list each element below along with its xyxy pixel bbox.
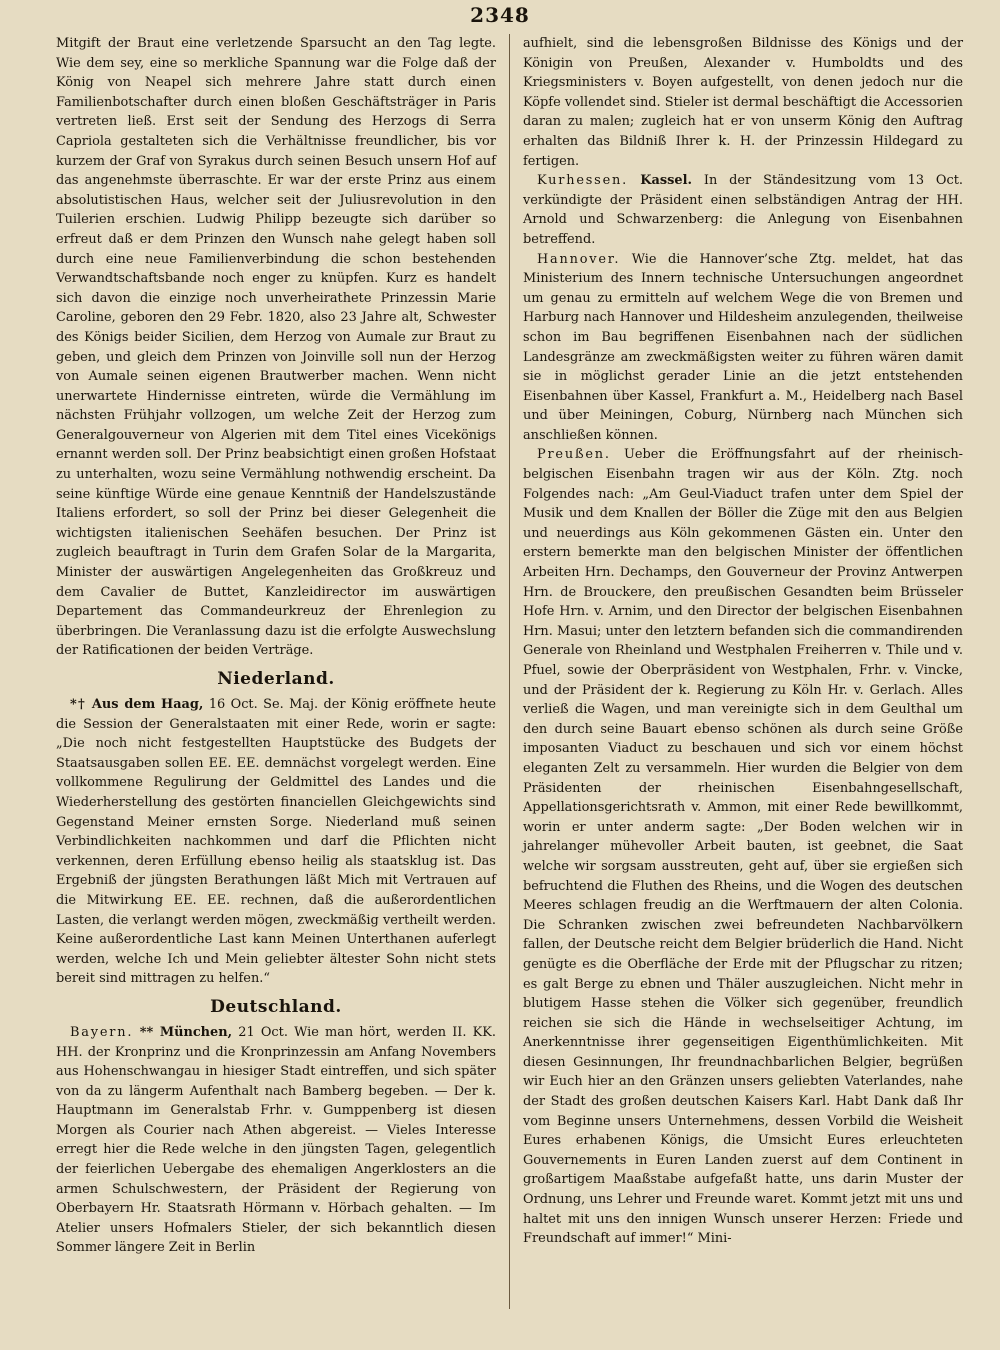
paragraph-text: 21 Oct. Wie man hört, werden II. KK. HH. der Kronprinz und die Kronprinzessin am Anfang Novembers aus Hohenschwangau in hiesiger Stadt eintreffen, und sich später von da zu längerm Aufenthalt nach Bamberg begeben. — Der k. Hauptmann im Generalstab Frhr. v. Gumppenberg ist diesen Morgen als Courier nach Athen abgereist. — Vieles Interesse erregt hier die Rede welche in den jüngsten Tagen, gelegentlich der feierlichen Uebergabe des ehemaligen Angerklosters an die armen Schulschwestern, der Präsident der Regierung von Oberbayern Hr. Staatsrath Hörmann v. Hörbach gehalten. — Im Atelier unsers Hofmalers Stieler, der sich bekanntlich diesen Sommer längere Zeit in Berlin — [56, 1024, 496, 1256]
region-label: Preußen. — [537, 447, 611, 463]
paragraph-text: aufhielt, sind die lebensgroßen Bildnisse des Königs und der Königin von Preußen, Alexander v. Humboldts und des Kriegsministers v. Boyen aufgestellt, von denen jedoch nur die Köpfe vollendet sind. Stieler ist dermal beschäftigt die Accessorien daran zu malen; zugleich hat er von unserm König den Auftrag erhalten das Bildniß Ihrer k. H. der Prinzessin Hildegard zu fertigen. — [523, 36, 963, 169]
article-paragraph — [56, 34, 496, 661]
article-paragraph — [523, 171, 963, 249]
article-paragraph — [56, 1023, 496, 1258]
paragraph-text: Mitgift der Braut eine verletzende Sparsucht an den Tag legte. Wie dem sey, eine so merkliche Spannung war die Folge daß der König von Neapel sich mehrere Jahre statt durch einen Familienbotschafter durch einen bloßen Geschäftsträger in Paris vertreten ließ. Erst seit der Sendung des Herzogs di Serra Capriola gestalteten sich die Verhältnisse freundlicher, bis vor kurzem der Graf von Syrakus durch seinen Besuch unsern Hof auf das angenehmste überraschte. Er war der erste Prinz aus einem absolutistischen Haus, welcher seit der Juliusrevolution in den Tuilerien erschien. Ludwig Philipp bezeugte sich darüber so erfreut daß er dem Prinzen den Wunsch nahe gelegt haben soll durch eine neue Familienverbindung die schon bestehenden Verwandtschaftsbande noch enger zu knüpfen. Kurz es handelt sich davon die einzige noch unverheirathete Prinzessin Marie Caroline, geboren den 29 Febr. 1820, also 23 Jahre alt, Schwester des Königs beider Sicilien, dem Herzog von Aumale zur Braut zu geben, und gleich dem Prinzen von Joinville soll nun der Herzog von Aumale seinen eigenen Brautwerber machen. Wenn nicht unerwartete Hindernisse eintreten, würde die Vermählung im nächsten Frühjahr vollzogen, um welche Zeit der Herzog zum Generalgouverneur von Algerien mit dem Titel eines Vicekönigs ernannt werden soll. Der Prinz beabsichtigt einen großen Hofstaat zu unterhalten, wozu seine Vermählung nothwendig erscheint. Da seine künftige Würde eine genaue Kenntniß der Handelszustände Italiens erfordert, so soll der Prinz bei dieser Gelegenheit die wichtigsten italienischen Seehäfen besuchen. Der Prinz ist zugleich beauftragt in Turin dem Grafen Solar de la Margarita, Minister der auswärtigen Angelegenheiten das Großkreuz und dem Cavalier de Buttet, Kanzleidirector im auswärtigen Departement das Commandeurkreuz der Ehrenlegion zu überbringen. Die Veranlassung dazu ist die erfolgte Auswechslung der Ratificationen der beiden Verträge. — [56, 36, 496, 659]
paragraph-text: In der Ständesitzung vom 13 Oct. verkündigte der Präsident einen selbständigen Antrag der HH. Arnold und Schwarzenberg: die Anlegung von Eisenbahnen betreffend. — [523, 173, 963, 247]
article-paragraph — [523, 34, 963, 171]
region-label: Bayern. — [70, 1024, 134, 1040]
article-paragraph — [523, 250, 963, 446]
article-paragraph — [523, 445, 963, 1248]
dateline: ** München, — [133, 1024, 233, 1040]
dateline: Kassel. — [628, 173, 692, 189]
region-label: Kurhessen. — [537, 173, 629, 189]
section-heading: Niederland. — [217, 669, 335, 689]
paragraph-text: 16 Oct. Se. Maj. der König eröffnete heute die Session der Generalstaaten mit einer Rede, worin er sagte: „Die noch nicht festgestellten Hauptstücke des Budgets der Staatsausgaben sollen EE. EE. demnächst vorgelegt werden. Eine vollkommene Regulirung der Geldmittel des Landes und die Wiederherstellung des gestörten financiellen Gleichgewichts sind Gegenstand Meiner ernsten Sorge. Niederland muß seinen Verbindlichkeiten nachkommen und darf die Pflichten nicht verkennen, deren Erfüllung ebenso heilig als staatsklug ist. Das Ergebniß der jüngsten Berathungen läßt Mich mit Vertrauen auf die Mitwirkung EE. EE. rechnen, daß die außerordentlichen Lasten, die verlangt werden mögen, zweckmäßig vertheilt werden. Keine außerordentliche Last kann Meinen Unterthanen auferlegt werden, welche Ich und Mein geliebter ältester Sohn nicht stets bereit sind mittragen zu helfen.“ — [56, 697, 496, 987]
section-heading: Deutschland. — [210, 996, 342, 1017]
paragraph-text: Wie die Hannover’sche Ztg. meldet, hat das Ministerium des Innern technische Untersuchungen angeordnet um genau zu ermitteln auf welchem Wege die von Bremen und Harburg nach Hannover und Hildesheim anzulegenden, theilweise schon im Bau begriffenen Eisenbahnen nach der südlichen Landesgränze am zweckmäßigsten weiter zu führen wären damit sie in möglichst gerader Linie an die jetzt entstehenden Eisenbahnen über Kassel, Frankfurt a. M., Heidelberg nach Basel und über Meiningen, Coburg, Nürnberg nach München sich anschließen können. — [523, 251, 963, 443]
left-column — [56, 34, 496, 1258]
dateline: *† Aus dem Haag, — [70, 697, 204, 712]
right-column — [523, 34, 963, 1249]
article-paragraph — [56, 695, 496, 989]
paragraph-text: Ueber die Eröffnungsfahrt auf der rheinisch-belgischen Eisenbahn tragen wir aus der Köln. Ztg. noch Folgendes nach: „Am Geul-Viaduct trafen unter dem Spiel der Musik und dem Knallen der Böller die Züge mit den aus Belgien und neuerdings aus Köln gekommenen Gästen ein. Unter den erstern bemerkte man den belgischen Minister der öffentlichen Arbeiten Hrn. Dechamps, den Gouverneur der Provinz Antwerpen Hrn. de Brouckere, den preußischen Gesandten beim Brüsseler Hofe Hrn. v. Arnim, und den Director der belgischen Eisenbahnen Hrn. Masui; unter den letztern befanden sich die commandirenden Generale von Rheinland und Westphalen Freiherren v. Thile und v. Pfuel, sowie der Oberpräsident von Westphalen, Frhr. v. Vincke, und der Präsident der k. Regierung zu Köln Hr. v. Gerlach. Alles verließ die Wagen, und man vereinigte sich in dem Geulthal um den durch seine Bauart ebenso schönen als durch seine Größe imposanten Viaduct zu beschauen und sich vor einem höchst eleganten Zelt zu versammeln. Hier wurden die Belgier von dem Präsidenten der rheinischen Eisenbahngesellschaft, Appellationsgerichtsrath v. Ammon, mit einer Rede bewillkommt, worin er unter anderm sagte: „Der Boden welchen wir in jahrelanger mühevoller Arbeit bauten, ist geebnet, die Saat welche wir sorgsam ausstreuten, geht auf, über sie ergießen sich befruchtend die Fluthen des Rheins, und die Wogen des deutschen Meeres schlagen freudig an die Werftmauern der alten Colonia. Die Schranken zwischen zwei befreundeten Nachbarvölkern fallen, der Deutsche reicht dem Belgier brüderlich die Hand. Nicht genügte es die Oberfläche der Erde mit der Pflugschar zu ritzen; es galt Berge zu ebnen und Thäler auszugleichen. Nicht mehr in blutigem Hasse stehen die Völker sich gegenüber, freundlich reichen sie sich die Hände in wechselseitiger Achtung, im Anerkenntnisse ihrer gegenseitigen Eigenthümlichkeiten. Mit diesen Gesinnungen, Ihr freundnachbarlichen Belgier, begrüßen wir Euch hier an den Gränzen unsers geliebten Vaterlandes, nahe der Stadt des großen deutschen Kaisers Karl. Habt Dank daß Ihr vom Beginne unsers Unternehmens, dessen Vorbild die Weisheit Eures erhabenen Königs, die Umsicht Eures erleuchteten Gouvernements in Euren Landen zuerst auf dem Continent in großartigem Maaßstabe aufgefaßt hatte, uns darin Muster der Ordnung, uns Lehrer und Freunde waret. Kommt jetzt mit uns und haltet mit uns den innigen Wunsch unserer Herzen: Friede und Freundschaft auf immer!“ Mini- — [523, 447, 963, 1247]
page-number: 2348 — [470, 3, 530, 27]
region-label: Hannover. — [537, 251, 621, 267]
column-divider — [509, 34, 510, 1309]
